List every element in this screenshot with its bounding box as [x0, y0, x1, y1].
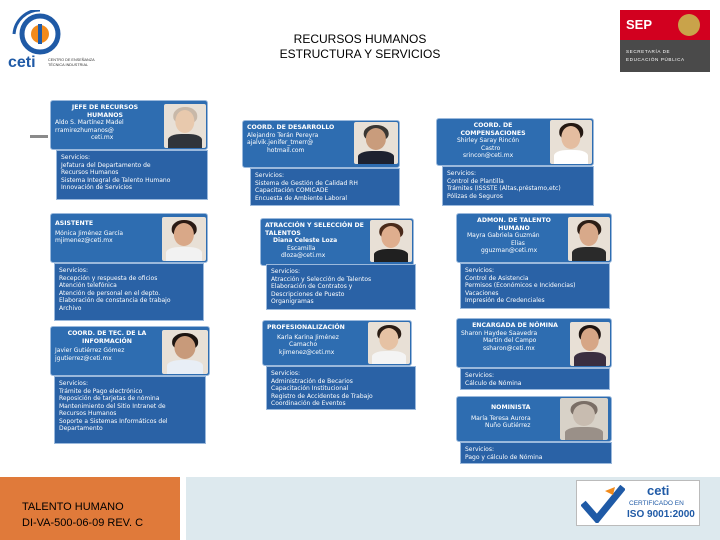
card-nominista-title: NOMINISTA — [491, 404, 531, 411]
title-line-2: ESTRUCTURA Y SERVICIOS — [279, 47, 441, 61]
card-desarrollo-title: COORD. DE DESARROLLO — [247, 124, 335, 131]
photo-asistente — [162, 217, 206, 261]
card-compensaciones-services — [442, 166, 594, 206]
service-line: Jefatura del Departamento de — [61, 161, 151, 169]
service-line: Atención de personal en el depto. — [59, 289, 161, 297]
sep-logo-text: SEP — [626, 17, 653, 32]
photo-jefe — [164, 104, 206, 148]
card-informacion-email: jgutierrez@ceti.mx — [55, 354, 112, 362]
card-nomina-name-2: Martin del Campo — [483, 337, 537, 344]
service-line: Servicios: — [61, 154, 90, 161]
cert-brand: ceti — [647, 483, 670, 498]
service-line: Permisos (Económicos e Incidencias) — [465, 282, 576, 289]
photo-compensaciones — [550, 120, 592, 164]
service-line: Servicios: — [465, 267, 494, 274]
card-nominista-services — [460, 442, 612, 464]
service-line: Servicios: — [447, 170, 476, 177]
photo-profesionalizacion — [368, 322, 410, 364]
card-asistente-services — [54, 263, 204, 321]
sep-logo-subtitle: SECRETARÍA DE EDUCACIÓN PÚBLICA — [626, 49, 685, 62]
card-asistente-email: mjimenez@ceti.mx — [55, 237, 113, 244]
iso-certification-logo — [576, 480, 700, 526]
service-line: Capacitación COMICADE — [255, 187, 329, 194]
service-line: Mantenimiento del Sitio Intranet de — [59, 402, 166, 410]
card-atraccion-name: Diana Celeste Loza — [273, 237, 338, 244]
card-admon-name-2: Elias — [511, 239, 525, 247]
card-compensaciones-name: Shirley Saray Rincón — [457, 137, 520, 144]
card-nominista-name: María Teresa Aurora — [471, 414, 531, 422]
service-line: Administración de Becarios — [271, 377, 353, 385]
card-profesionalizacion-name-2: Camacho — [289, 341, 318, 348]
cert-line-1: CERTIFICADO EN — [629, 500, 684, 507]
card-admon-title: ADMON. DE TALENTO HUMANO — [477, 217, 551, 232]
card-jefe-email: rramirezhumanos@ — [55, 126, 114, 134]
service-line: Descripciones de Puesto — [271, 290, 345, 298]
card-atraccion-title: ATRACCIÓN Y SELECCIÓN DE TALENTOS — [265, 222, 364, 237]
photo-informacion — [162, 330, 208, 374]
service-line: Pago y cálculo de Nómina — [465, 453, 543, 461]
card-atraccion-email: dloza@ceti.mx — [281, 252, 326, 259]
card-asistente-title: ASISTENTE — [55, 220, 94, 227]
card-desarrollo-email: ajalvik.jenifer_tmerr@ — [247, 139, 314, 146]
sep-logo — [620, 10, 710, 72]
service-line: Impresión de Credenciales — [465, 297, 545, 304]
eagle-seal-icon — [678, 14, 700, 36]
card-profesionalizacion-email: kjimenez@ceti.mx — [279, 348, 335, 356]
footer-line-1: TALENTO HUMANO — [22, 501, 124, 513]
service-line: Capacitación Institucional — [271, 385, 349, 392]
service-line: Sistema de Gestión de Calidad RH — [255, 179, 358, 187]
service-line: Servicios: — [59, 267, 88, 274]
card-nomina-name: Sharon Haydee Saavedra — [461, 329, 538, 337]
card-atraccion-name-2: Escamilla — [287, 244, 316, 252]
footer-line-2: DI-VA-500-06-09 REV. C — [22, 517, 144, 529]
card-informacion-name: Javier Gutiérrez Gómez — [55, 347, 125, 354]
service-line: Control de Asistencia — [465, 274, 529, 282]
card-nominista-name-2: Nuño Gutiérrez — [485, 422, 531, 429]
card-nomina-email: ssharon@ceti.mx — [483, 344, 535, 352]
service-line: Servicios: — [465, 372, 494, 379]
photo-atraccion — [370, 220, 412, 262]
service-line: Encuesta de Ambiente Laboral — [255, 194, 348, 202]
card-compensaciones-title: COORD. DE COMPENSACIONES — [460, 122, 526, 137]
service-line: Archivo — [59, 304, 82, 312]
service-line: Elaboración de Contratos y — [271, 283, 353, 290]
photo-admon — [568, 217, 610, 261]
card-desarrollo-name: Alejandro Terán Pereyra — [247, 131, 319, 139]
service-line: Departamento — [59, 425, 103, 432]
photo-nominista — [560, 398, 608, 440]
service-line: Recursos Humanos — [61, 169, 119, 176]
service-line: Innovación de Servicios — [61, 184, 132, 191]
service-line: Reposición de tarjetas de nómina — [59, 395, 160, 402]
service-line: Atracción y Selección de Talentos — [271, 275, 372, 283]
service-line: Recepción y respuesta de oficios — [59, 274, 158, 282]
checkmark-icon — [581, 485, 625, 523]
footer-label-box — [0, 477, 180, 540]
ceti-logo-subtitle: CENTRO DE ENSEÑANZA TÉCNICA INDUSTRIAL — [48, 58, 95, 67]
page-title — [240, 32, 480, 62]
ceti-logo-text: ceti — [8, 54, 36, 71]
cert-line-2: ISO 9001:2000 — [627, 509, 695, 520]
card-jefe-name: Aldo S. Martínez Madel — [55, 119, 124, 126]
sep-logo-band — [620, 10, 710, 40]
service-line: Servicios: — [465, 446, 494, 453]
card-informacion-services — [54, 376, 206, 444]
service-line: Servicios: — [271, 268, 300, 275]
card-admon-email: gguzman@ceti.mx — [481, 247, 538, 254]
card-asistente-name: Mónica Jiménez García — [55, 229, 124, 237]
card-informacion-title: COORD. DE TEC. DE LA INFORMACIÓN — [67, 330, 147, 345]
service-line: Vacaciones — [465, 289, 499, 297]
photo-desarrollo — [354, 122, 398, 164]
card-nomina-title: ENCARGADA DE NÓMINA — [472, 322, 558, 329]
card-compensaciones-email: srincon@ceti.mx — [463, 152, 514, 159]
service-line: Cálculo de Nómina — [465, 379, 522, 387]
service-line: Registro de Accidentes de Trabajo — [271, 392, 373, 400]
photo-nomina — [570, 322, 610, 366]
service-line: Coordinación de Eventos — [271, 400, 346, 407]
service-line: Organigramas — [271, 298, 314, 305]
card-admon-name: Mayra Gabriela Guzmán — [467, 232, 540, 239]
service-line: Servicios: — [271, 370, 300, 377]
card-admon-services — [460, 263, 610, 309]
card-desarrollo-services — [250, 168, 400, 206]
card-profesionalizacion-name: Karla Karina Jiménez — [277, 333, 339, 341]
service-line: Soporte a Sistemas Informáticos del — [59, 417, 168, 425]
service-line: Trámites (ISSSTE (Altas,préstamo,etc) — [447, 185, 561, 192]
card-nomina-services — [460, 368, 610, 390]
card-compensaciones-name-2: Castro — [481, 144, 501, 152]
service-line: Recursos Humanos — [59, 410, 117, 417]
title-line-1: RECURSOS HUMANOS — [293, 32, 427, 46]
service-line: Control de Plantilla — [447, 177, 504, 185]
service-line: Trámite de Pago electrónico — [59, 387, 143, 395]
card-jefe-services — [56, 150, 208, 200]
service-line: Pólizas de Seguros — [447, 192, 503, 200]
card-jefe-email-domain: ceti.mx — [91, 134, 114, 141]
service-line: Atención telefónica — [59, 282, 117, 289]
service-line: Servicios: — [255, 172, 284, 179]
card-profesionalizacion-services — [266, 366, 416, 410]
service-line: Servicios: — [59, 380, 88, 387]
service-line: Elaboración de constancia de trabajo — [59, 297, 171, 304]
card-profesionalizacion-title: PROFESIONALIZACIÓN — [267, 324, 345, 331]
decorative-dash — [30, 135, 48, 138]
card-jefe-title: JEFE DE RECURSOS HUMANOS — [71, 104, 139, 119]
card-desarrollo-email-domain: hotmail.com — [267, 146, 305, 154]
card-atraccion-services — [266, 264, 416, 310]
service-line: Sistema Integral de Talento Humano — [61, 176, 171, 184]
ceti-logo — [6, 10, 106, 74]
